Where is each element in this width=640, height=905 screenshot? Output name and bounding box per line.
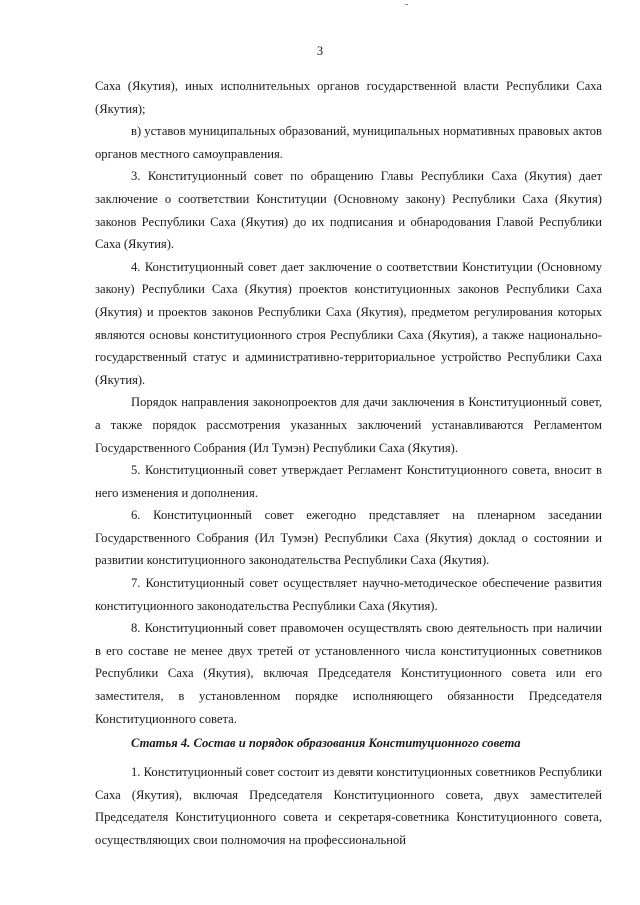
paragraph: 6. Конституционный совет ежегодно представляет на пленарном заседании Государственного Собрания (Ил Тумэн) Республики Саха (Якутия) доклад о состоянии и развитии конституционного законодательства Республики Саха (Якутия). xyxy=(95,508,602,568)
paragraph: 3. Конституционный совет по обращению Главы Республики Саха (Якутия) дает заключение о соответствии Конституции (Основному закону) Республики Саха (Якутия) законов Республики Саха (Якутия) до их подписания и обнародования Главой Республики Саха (Якутия). xyxy=(95,169,602,252)
paragraph: 7. Конституционный совет осуществляет научно-методическое обеспечение развития конституционного законодательства Республики Саха (Якутия). xyxy=(95,576,602,613)
paragraph: 4. Конституционный совет дает заключение о соответствии Конституции (Основному закону) Республики Саха (Якутия) проектов конституционных законов Республики Саха (Якутия) и проектов законов Республики Саха (Якутия), предметом регулирования которых являются основы конституционного строя Республики Саха (Якутия), а также национально-государственный статус и административно-территориальное устройство Республики Саха (Якутия). xyxy=(95,259,602,387)
paragraph: 8. Конституционный совет правомочен осуществлять свою деятельность при наличии в его составе не менее двух третей от установленного числа конституционных советников Республики Саха (Якутия), включая Председателя Конституционного совета или его заместителя, в установленном порядке исполняющего обязанности Председателя Конституционного совета. xyxy=(95,621,602,726)
paragraph: 1. Конституционный совет состоит из девяти конституционных советников Республики Саха (Якутия), включая Председателя Конституционного совета, двух заместителей Председателя Конституционного совета и секретаря-советника Конституционного совета, осуществляющих свои полномочия на профессиональной xyxy=(95,765,602,847)
paragraph: в) уставов муниципальных образований, муниципальных нормативных правовых актов органов местного самоуправления. xyxy=(95,124,602,161)
page-number: 3 xyxy=(316,44,324,58)
scan-mark xyxy=(405,4,408,5)
paragraph: Порядок направления законопроектов для дачи заключения в Конституционный совет, а также порядок рассмотрения указанных заключений устанавливаются Регламентом Государственного Собрания (Ил Тумэн) Республики Саха (Якутия). xyxy=(95,395,602,455)
document-body xyxy=(95,75,602,730)
article-body xyxy=(95,761,602,851)
paragraph: 5. Конституционный совет утверждает Регламент Конституционного совета, вносит в него изменения и дополнения. xyxy=(95,463,602,500)
paragraph: Саха (Якутия), иных исполнительных органов государственной власти Республики Саха (Якутия); xyxy=(95,79,602,116)
article-heading: Статья 4. Состав и порядок образования Конституционного совета xyxy=(131,736,521,750)
